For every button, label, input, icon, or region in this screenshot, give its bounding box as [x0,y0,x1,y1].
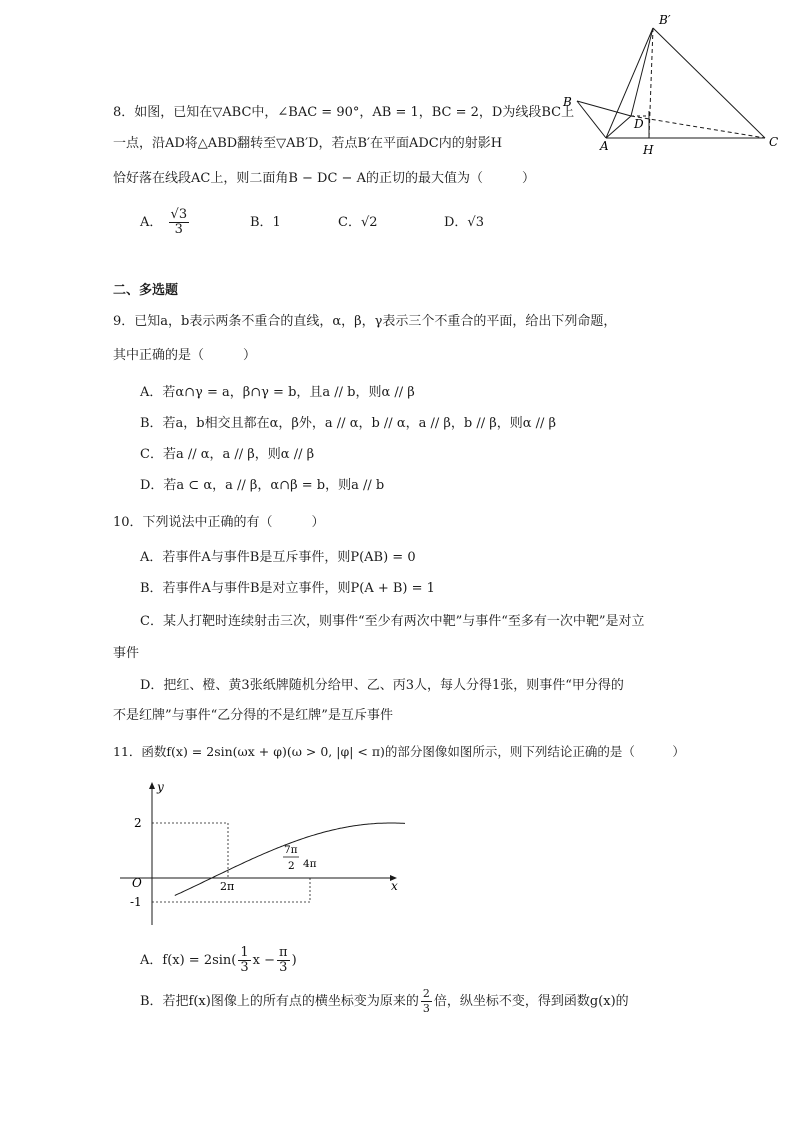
q8-option-a-fraction [169,208,190,237]
graph-label-neg1: -1 [130,895,142,909]
q10-line-1: 10．下列说法中正确的有（ ） [113,515,325,530]
q11-option-a-mid: x − [252,953,276,968]
q8-option-a [140,204,191,242]
q11-option-b-post: 倍，纵坐标不变，得到函数g(x)的 [433,994,629,1009]
q9-line-1: 9．已知a，b表示两条不重合的直线，α，β，γ表示三个不重合的平面，给出下列命题， [113,314,617,329]
y-axis-arrow [149,782,155,789]
q9-option-b: B．若a，b相交且都在α，β外，a // α，b // α，a // β，b // β，则α // β [140,416,557,431]
q11-sine-graph [115,773,405,933]
q10-option-c-line-2: 事件 [113,646,140,661]
q8-option-a-numerator: √3 [170,207,188,222]
graph-label-2pi: 2π [220,880,235,893]
graph-label-2: 2 [134,816,142,830]
q11-option-a [140,944,297,978]
q11-option-a-den-1: 3 [240,960,249,975]
q9-option-c: C．若a // α，a // β，则α // β [140,447,315,462]
graph-label-x: x [391,879,398,893]
graph-label-7pi: 7π [284,844,298,856]
q11-line-1: 11．函数f(x) = 2sin(ωx + φ)(ω > 0, |φ| < π)的部分图像如图所示，则下列结论正确的是（ ） [113,744,685,759]
label-a: A [600,139,609,153]
q11-option-a-suffix: ) [291,953,297,968]
q8-geometry-figure [555,8,785,158]
q11-option-a-prefix: A．f(x) = 2sin( [140,953,237,968]
q11-option-a-fraction-2 [277,946,290,975]
q11-option-a-fraction-1 [238,946,250,975]
q11-option-b-num: 2 [422,987,430,1000]
q8-option-a-label: A． [140,215,163,230]
graph-label-origin: O [132,876,142,890]
q10-option-a: A．若事件A与事件B是互斥事件，则P(AB) = 0 [140,550,416,565]
q11-option-b-fraction [421,987,432,1016]
graph-label-y: y [157,780,164,794]
q8-option-c: C．√2 [338,215,378,230]
q8-line-2: 一点，沿AD将△ABD翻转至▽AB′D，若点B′在平面ADC内的射影H [113,136,503,151]
q11-option-b-pre: B．若把f(x)图像上的所有点的横坐标变为原来的 [140,994,419,1009]
q8-option-a-denominator: 3 [174,222,183,237]
label-d: D [634,117,644,131]
q9-option-a: A．若α∩γ = a，β∩γ = b，且a // b，则α // β [140,385,415,400]
q10-option-b: B．若事件A与事件B是对立事件，则P(A + B) = 1 [140,581,435,596]
label-c: C [769,135,779,149]
label-h: H [643,143,654,157]
q8-option-b: B．1 [250,215,281,230]
q8-option-d: D．√3 [444,215,484,230]
q10-option-d-line-1: D．把红、橙、黄3张纸牌随机分给甲、乙、丙3人，每人分得1张，则事件“甲分得的 [140,678,624,693]
q8-line-1: 8．如图，已知在▽ABC中，∠BAC = 90°，AB = 1，BC = 2，D为线段BC上 [113,105,575,120]
q10-option-c-line-1: C．某人打靶时连续射击三次，则事件“至少有两次中靶”与事件“至多有一次中靶”是对立 [140,614,645,629]
q8-line-3: 恰好落在线段AC上，则二面角B − DC − A的正切的最大值为（ ） [113,171,535,186]
q11-option-a-den-2: 3 [279,960,288,975]
section-title-multiple-choice: 二、多选题 [113,283,179,298]
label-b-prime: B′ [659,13,671,27]
graph-label-4pi: 4π [303,858,317,870]
label-b: B [563,95,572,109]
graph-label-7pi-den: 2 [288,860,295,872]
q10-option-d-line-2: 不是红牌”与事件“乙分得的不是红牌”是互斥事件 [113,708,393,723]
q11-option-a-num-1: 1 [240,945,249,960]
q11-option-b [140,986,629,1018]
q11-option-b-den: 3 [422,1002,430,1015]
q9-option-d: D．若a ⊂ α，a // β，α∩β = b，则a // b [140,478,385,493]
q11-option-a-num-2: π [279,945,288,960]
q9-line-2: 其中正确的是（ ） [113,348,257,363]
